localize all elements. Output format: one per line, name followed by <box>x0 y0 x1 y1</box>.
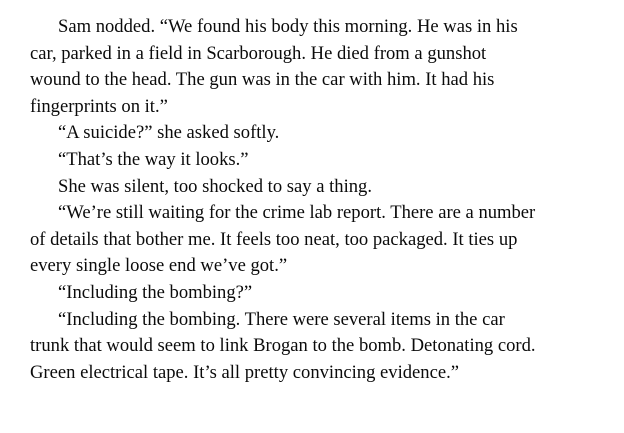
paragraph: “We’re still waiting for the crime lab report. There are a number of details that bother me. It feels too neat, too packaged. It ties up every single loose end we’ve got.” <box>30 202 536 277</box>
paragraph: “Including the bombing. There were several items in the car trunk that would seem to link Brogan to the bomb. Detonating cord. Green electrical tape. It’s all pretty convincing evidence.” <box>30 308 536 383</box>
document-body <box>30 14 538 386</box>
paragraph: Sam nodded. “We found his body this morning. He was in his car, parked in a field in Scarborough. He died from a gunshot wound to the head. The gun was in the car with him. It had his fingerprints on it.” <box>30 16 518 117</box>
paragraph: She was silent, too shocked to say a thing. <box>58 175 372 197</box>
paragraph: “A suicide?” she asked softly. <box>58 122 280 144</box>
paragraph: “Including the bombing?” <box>58 281 253 303</box>
paragraph: “That’s the way it looks.” <box>58 148 249 170</box>
